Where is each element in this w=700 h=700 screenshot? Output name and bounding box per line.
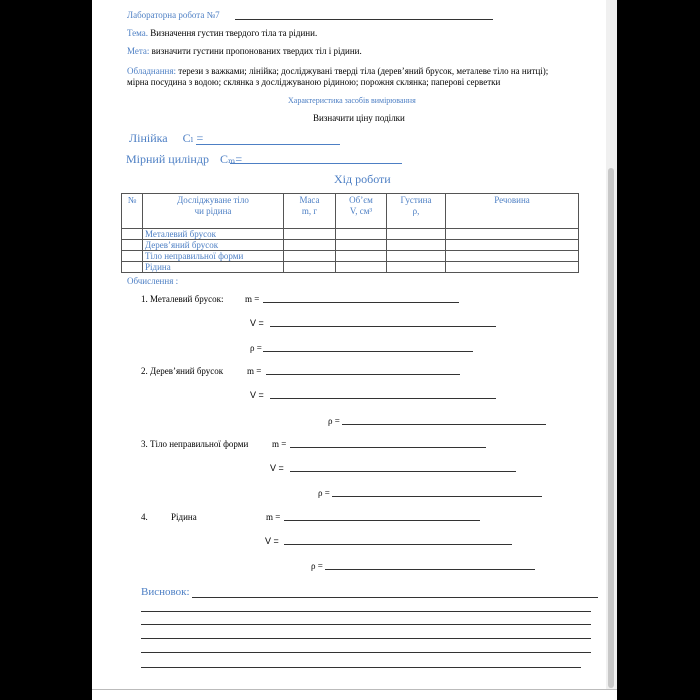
topic-line [127,28,317,38]
ruler-line [129,131,203,146]
equipment-line-1 [127,66,548,76]
item3-rho-line[interactable] [332,496,542,497]
item2-label: 2. Дерев’яний брусок [141,366,224,376]
table-header-row [122,194,579,229]
scrollbar-thumb[interactable] [608,168,614,688]
item1-rho-line[interactable] [263,351,473,352]
item4-num: 4. [141,512,148,522]
table-row [122,251,579,262]
topic-text: Визначення густин твердого тіла та рідини. [150,28,318,38]
header-mass: Маса m, г [284,194,336,229]
table-row [122,240,579,251]
ruler-answer-line[interactable] [196,144,340,145]
conclusion-line-2[interactable] [141,611,591,612]
instruments-subtitle: Визначити ціну поділки [313,113,405,123]
conclusion-line-4[interactable] [141,638,591,639]
item3-v-label: V = [270,463,284,473]
conclusion-line-1[interactable] [192,597,598,598]
item2-rho-line[interactable] [342,424,546,425]
item1-m-label: m = [245,294,260,304]
procedure-title: Хід роботи [334,172,391,186]
equipment-label: Обладнання: [127,66,177,76]
item1-v-label: V = [250,318,264,328]
aim-line [127,46,362,56]
item3-v-line[interactable] [290,471,516,472]
instruments-title: Характеристика засобів вимірювання [288,96,416,105]
conclusion-label: Висновок: [141,586,190,598]
conclusion-line-3[interactable] [141,624,591,625]
aim-text: визначити густини пропонованих твердих тіл і рідини. [151,46,362,56]
header-body: Досліджуване тіло чи рідина [143,194,284,229]
item1-v-line[interactable] [270,326,496,327]
conclusion-line-6[interactable] [141,667,581,668]
aim-label: Мета: [127,46,150,56]
table-row [122,229,579,240]
topic-label: Тема. [127,28,149,38]
lab-title: Лабораторна робота №7 [127,10,220,20]
header-volume: Об’єм V, см³ [336,194,387,229]
item4-rho-label: ρ = [311,561,323,571]
ruler-label: Лінійка [129,131,168,145]
equipment-text-1: терези з важками; лінійка; досліджувані тверді тіла (дерев’яний брусок, металеве тіло на нитці); [178,66,549,76]
item3-m-label: m = [272,439,287,449]
cylinder-line [126,152,242,167]
item4-m-label: m = [266,512,281,522]
equipment-text-2: мірна посудина з водою; склянка з досліджуваною рідиною; порожня склянка; паперові серветки [127,77,501,87]
cylinder-answer-line[interactable] [230,163,402,164]
item1-m-line[interactable] [263,302,459,303]
header-density: Густина ρ, [387,194,446,229]
item2-m-line[interactable] [266,374,460,375]
page-bottom-border [92,689,617,690]
header-substance: Речовина [446,194,579,229]
item4-v-line[interactable] [284,544,512,545]
item2-v-line[interactable] [270,398,496,399]
item3-label: 3. Тіло неправильної форми [141,439,249,449]
table-row [122,262,579,273]
row-name: Дерев’яний брусок [143,240,284,251]
item2-v-label: V = [250,390,264,400]
item4-m-line[interactable] [284,520,480,521]
header-num: № [122,194,143,229]
lab-title-underline [235,19,493,20]
row-name: Металевий брусок [143,229,284,240]
item2-rho-label: ρ = [328,416,340,426]
measurements-table [121,193,579,273]
item1-rho-label: ρ = [250,343,262,353]
cylinder-label: Мірний циліндр [126,152,209,166]
item4-label: Рідина [171,512,197,522]
item1-label: 1. Металевий брусок: [141,294,224,304]
item4-rho-line[interactable] [325,569,535,570]
ruler-formula: Cₗ = [182,131,204,145]
item2-m-label: m = [247,366,262,376]
conclusion-line-5[interactable] [141,652,591,653]
row-name: Тіло неправильної форми [143,251,284,262]
item3-rho-label: ρ = [318,488,330,498]
cylinder-formula: Cₘ= [219,152,243,166]
row-name: Рідина [143,262,284,273]
item4-v-label: V = [265,536,279,546]
item3-m-line[interactable] [290,447,486,448]
calculations-title: Обчислення : [127,276,179,286]
